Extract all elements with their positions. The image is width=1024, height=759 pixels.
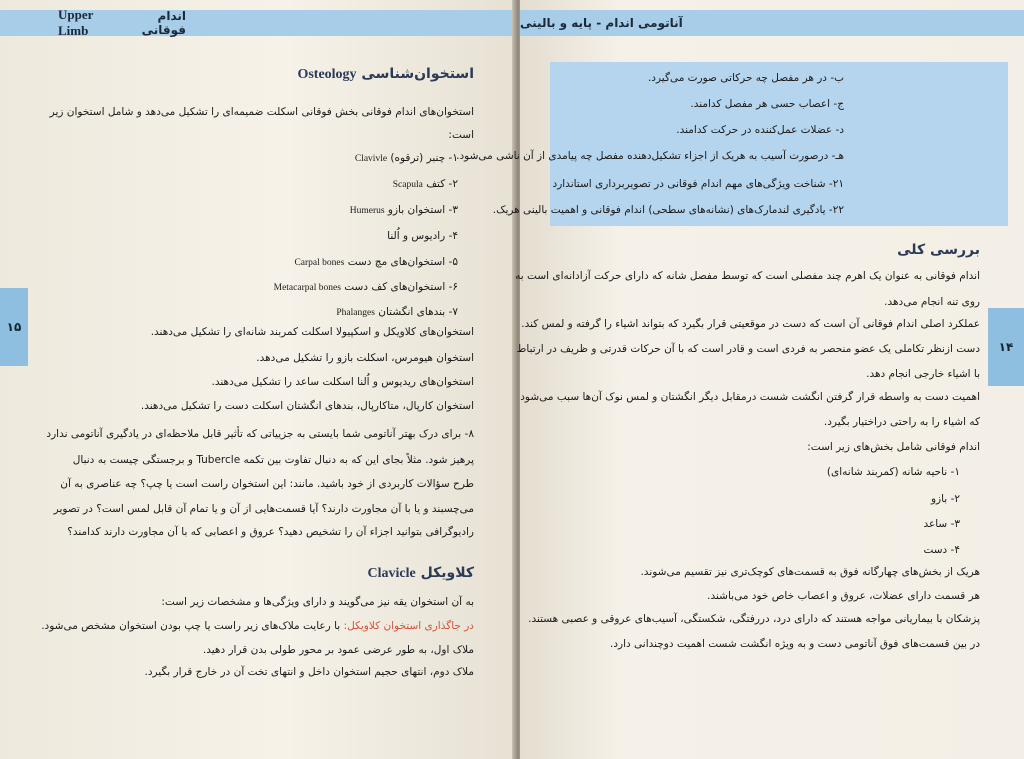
list-item-text: ۲- کتف bbox=[426, 178, 458, 190]
page-number-tab bbox=[988, 308, 1024, 386]
box-line: ب- در هر مفصل چه حرکاتی صورت می‌گیرد. bbox=[647, 72, 844, 84]
list-item bbox=[336, 306, 458, 320]
paragraph-line: هریک از بخش‌های چهارگانه فوق به قسمت‌های کوچک‌تری نیز تقسیم می‌شوند. bbox=[640, 566, 980, 578]
section-title-en: Osteology bbox=[297, 67, 357, 82]
list-item-term: Clavivle bbox=[354, 154, 388, 164]
paragraph-text: با رعایت ملاک‌های زیر راست یا چپ بودن استخوان مشخص می‌شود. bbox=[41, 620, 341, 632]
list-item bbox=[387, 230, 458, 243]
paragraph-line: استخوان هیومرس، اسکلت بازو را تشکیل می‌دهد. bbox=[256, 352, 474, 364]
paragraph-line bbox=[41, 620, 474, 633]
paragraph-line: استخوان‌های کلاویکل و اسکپیولا اسکلت کمربند شانه‌ای را تشکیل می‌دهند. bbox=[150, 326, 474, 338]
list-item: ۲- بازو bbox=[930, 493, 960, 505]
list-item-term: Carpal bones bbox=[294, 258, 345, 268]
header-title-en: Upper Limb bbox=[58, 7, 94, 38]
list-item-text: ۱- چنبر (ترقوه) bbox=[390, 152, 458, 164]
paragraph-line: اهمیت دست به واسطه قرار گرفتن انگشت شست درمقابل دیگر انگشتان و لمس نوک آن‌ها سبب می‌شود bbox=[520, 391, 980, 403]
paragraph-line: اندام فوقانی به عنوان یک اهرم چند مفصلی است که توسط مفصل شانه که دارای حرکت آزادانه‌ای است به bbox=[515, 270, 980, 282]
objectives-box bbox=[550, 62, 1008, 226]
list-item-text: ۵- استخوان‌های مچ دست bbox=[347, 256, 458, 268]
box-line: ج- اعصاب حسی هر مفصل کدامند. bbox=[690, 98, 844, 110]
section-title-clavicle bbox=[368, 565, 474, 583]
paragraph-line: پزشکان با بیماریانی مواجه هستند که دارای درد، دررفتگی، شکستگی، آسیب‌های عروقی و عصبی هستند. bbox=[528, 613, 980, 625]
right-page bbox=[456, 0, 1024, 759]
paragraph-line: ۸- برای درک بهتر آناتومی شما بایستی به جزییاتی که تأثیر قابل ملاحظه‌ای در یادگیری آناتومی ندارد bbox=[46, 428, 474, 440]
list-item-text: ۳- استخوان بازو bbox=[387, 204, 458, 216]
page-number-tab bbox=[0, 288, 28, 366]
left-page-header bbox=[0, 7, 516, 38]
box-line: ۲۱- شناخت ویژگی‌های مهم اندام فوقانی در تصویربرداری استاندارد bbox=[552, 178, 844, 190]
header-title: آناتومی اندام - پایه و بالینی bbox=[520, 16, 683, 30]
list-item bbox=[350, 204, 458, 218]
paragraph-line: اندام فوقانی شامل بخش‌های زیر است: bbox=[807, 441, 980, 453]
paragraph-line: است: bbox=[448, 129, 474, 141]
box-line: د- عضلات عمل‌کننده در حرکت کدامند. bbox=[676, 124, 844, 136]
paragraph-line: استخوان‌های اندام فوقانی بخش فوقانی اسکلت ضمیمه‌ای را تشکیل می‌دهد و شامل استخوان زیر bbox=[49, 106, 474, 118]
highlight-text: در جاگذاری استخوان کلاویکل: bbox=[343, 620, 474, 632]
paragraph-line: ملاک دوم، انتهای حجیم استخوان داخل و انتهای تخت آن در خارج قرار بگیرد. bbox=[144, 666, 474, 678]
right-page-header bbox=[520, 10, 1024, 36]
list-item: ۴- دست bbox=[923, 544, 960, 556]
paragraph-line: ملاک اول، به طور عرضی عمود بر محور طولی بدن قرار دهید. bbox=[202, 644, 474, 656]
paragraph-line: دست ازنظر تکاملی یک عضو منحصر به فردی است و قادر است که با آن حرکات قدرتی و ظریف در ارتباط bbox=[516, 343, 980, 355]
paragraph-line: روی تنه انجام می‌دهد. bbox=[884, 296, 980, 308]
page-number: ۱۴ bbox=[998, 340, 1014, 354]
paragraph-line: طرح سؤالات کاربردی از خود باشید. مانند: این استخوان راست است یا چپ؟ چه عناصری به آن bbox=[60, 478, 474, 490]
section-title-fa: کلاویکل bbox=[420, 565, 474, 581]
section-title-fa: استخوان‌شناسی bbox=[361, 66, 474, 82]
list-item-term: Humerus bbox=[349, 206, 385, 216]
paragraph-line: استخوان‌های ریدیوس و اُلنا اسکلت ساعد را تشکیل می‌دهند. bbox=[211, 376, 474, 388]
list-item bbox=[294, 256, 458, 270]
section-title-osteology bbox=[297, 66, 474, 84]
paragraph-line: به آن استخوان یقه نیز می‌گویند و دارای ویژگی‌ها و مشخصات زیر است: bbox=[161, 596, 474, 608]
paragraph-line: در بین قسمت‌های فوق آناتومی دست و به ویژه انگشت شست اهمیت دوچندانی دارد. bbox=[610, 638, 980, 650]
box-line: هـ- درصورت آسیب به هریک از اجزاء تشکیل‌دهنده مفصل چه پیامدی از آن ناشی می‌شود. bbox=[456, 150, 844, 162]
paragraph-line: رادیوگرافی بتوانید اجزاء آن را تشخیص دهید؟ عروق و اعصابی که با آن مجاورت دارند کدامند؟ bbox=[67, 526, 474, 538]
list-item-text: ۶- استخوان‌های کف دست bbox=[344, 281, 458, 293]
list-item-term: Metacarpal bones bbox=[273, 283, 341, 293]
paragraph-line: که اشیاء را به راحتی دراختیار بگیرد. bbox=[823, 416, 980, 428]
page-number: ۱۵ bbox=[6, 320, 22, 334]
paragraph-line: هر قسمت دارای عضلات، عروق و اعصاب خاص خود می‌باشند. bbox=[707, 590, 980, 602]
list-item-text: ۴- رادیوس و اُلنا bbox=[387, 230, 458, 242]
paragraph-line: می‌چسبند و یا با آن مجاورت دارند؟ آیا قسمت‌هایی از آن و یا تمام آن قابل لمس است؟ در تصویر bbox=[53, 503, 474, 515]
list-item-text: ۷- بندهای انگشتان bbox=[378, 306, 458, 318]
list-item-term: Scapula bbox=[392, 180, 423, 190]
paragraph-line: با اشیاء خارجی انجام دهد. bbox=[866, 368, 980, 380]
section-title-en: Clavicle bbox=[367, 566, 416, 581]
list-item bbox=[393, 178, 458, 192]
list-item: ۱- ناحیه شانه (کمربند شانه‌ای) bbox=[826, 466, 960, 478]
paragraph-line: پرهیز شود. مثلاً بجای این که به دنبال تفاوت بین تکمه Tubercle و برجستگی چیست به دنبال bbox=[72, 454, 474, 466]
list-item-term: Phalanges bbox=[336, 308, 375, 318]
paragraph-line: استخوان کارپال، متاکارپال، بندهای انگشتان اسکلت دست را تشکیل می‌دهند. bbox=[140, 400, 474, 412]
box-line: ۲۲- یادگیری لندمارک‌های (نشانه‌های سطحی) اندام فوقانی و اهمیت بالینی هریک. bbox=[492, 204, 844, 216]
list-item: ۳- ساعد bbox=[923, 518, 960, 530]
list-item bbox=[355, 152, 458, 166]
paragraph-line: عملکرد اصلی اندام فوقانی آن است که دست در موقعیتی قرار بگیرد که بتواند اشیاء را گرفته و لمس کند. bbox=[521, 318, 980, 330]
header-title-fa: اندام فوقانی bbox=[141, 9, 186, 37]
list-item bbox=[274, 281, 458, 295]
section-title-overview: بررسی کلی bbox=[897, 242, 980, 258]
